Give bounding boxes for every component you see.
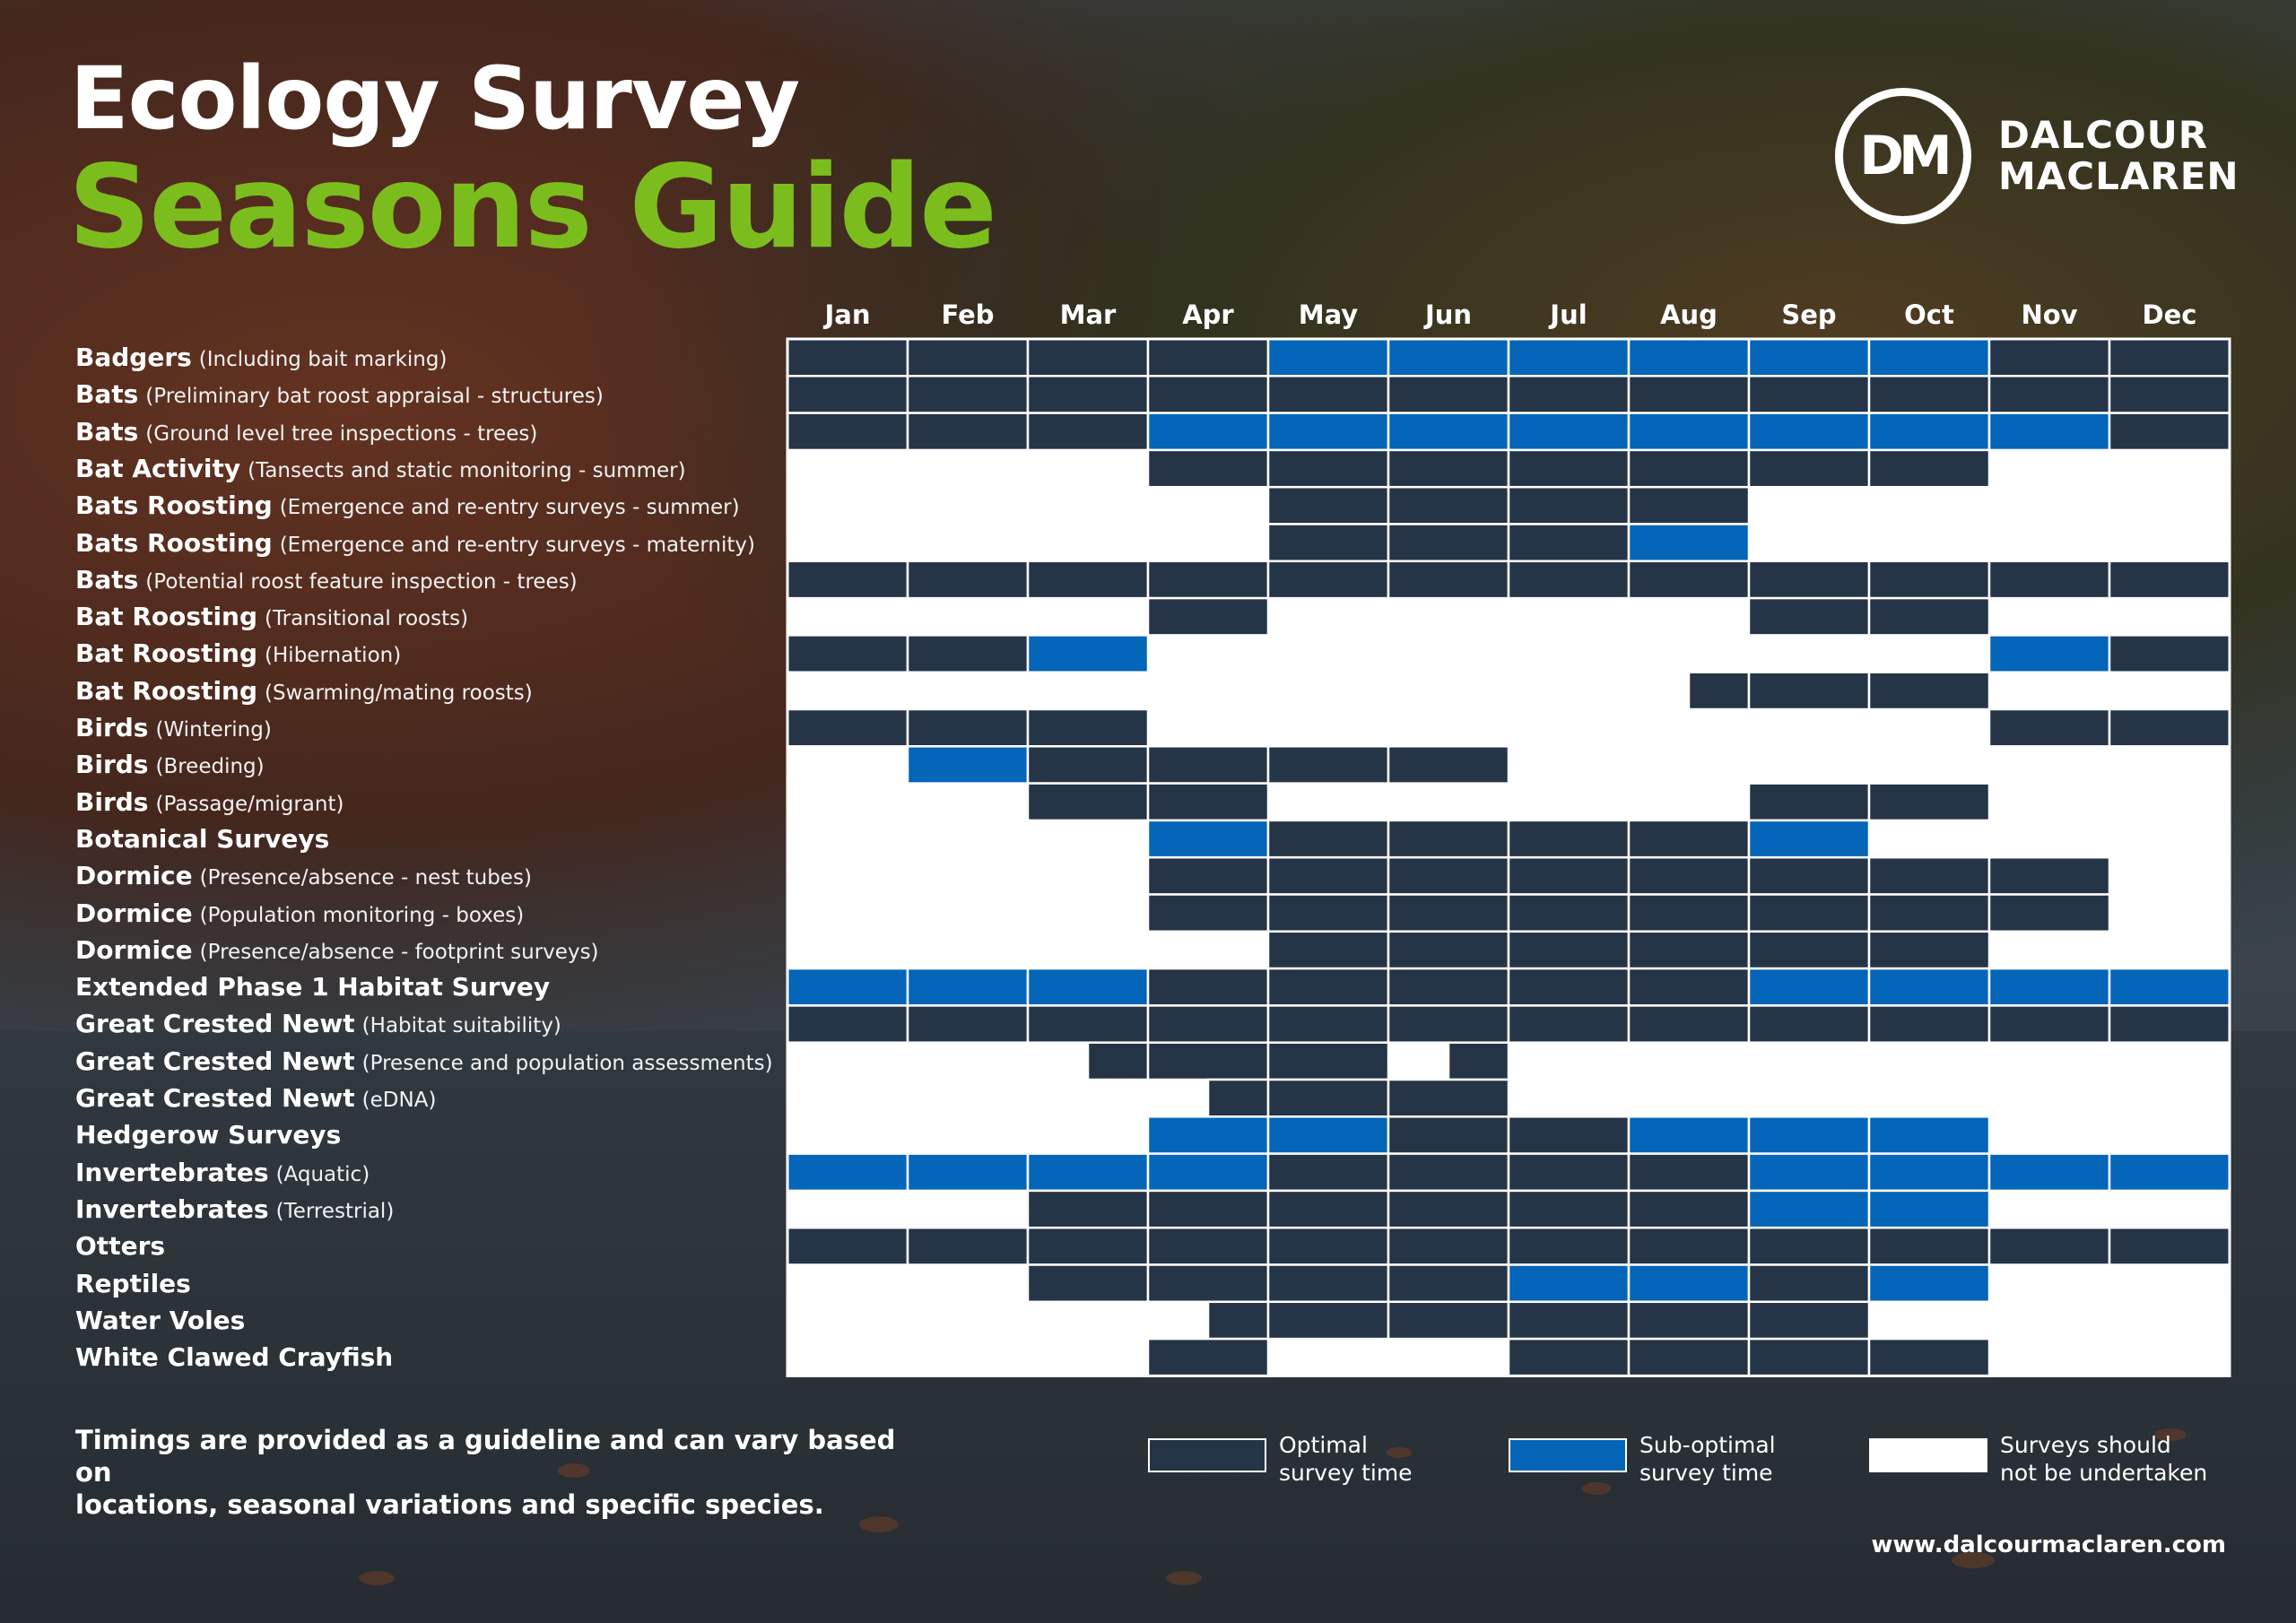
grid-cell	[1509, 525, 1629, 561]
grid-cell	[1989, 339, 2109, 376]
grid-cell	[787, 376, 908, 412]
grid-cell	[1448, 1043, 1509, 1080]
survey-name: Invertebrates	[75, 1157, 269, 1187]
legend-optimal-line-1: Optimal	[1279, 1432, 1368, 1458]
grid-cell	[908, 746, 1028, 783]
grid-cell	[1749, 1154, 1869, 1191]
month-label-jun: Jun	[1424, 299, 1473, 330]
grid-cell	[1509, 413, 1629, 450]
survey-detail: (Habitat suitability)	[361, 1014, 561, 1038]
grid-cell	[1028, 1154, 1148, 1191]
survey-name: Bat Roosting	[75, 675, 258, 706]
grid-cell	[1208, 1080, 1268, 1116]
survey-detail: (Passage/migrant)	[155, 792, 344, 816]
legend-sub-optimal-line-2: survey time	[1639, 1460, 1773, 1486]
grid-cell	[1509, 968, 1629, 1005]
survey-name: Water Voles	[75, 1305, 246, 1335]
grid-cell	[1388, 932, 1509, 968]
grid-cell	[1629, 525, 1749, 561]
grid-cell	[1388, 561, 1509, 598]
grid-cell	[787, 561, 908, 598]
grid-cell	[1148, 339, 1268, 376]
grid-cell	[2109, 1154, 2230, 1191]
grid-cell	[1989, 895, 2109, 932]
grid-cell	[1629, 561, 1749, 598]
survey-detail: (Emergence and re-entry surveys - summer)	[279, 496, 740, 520]
grid-cell	[1509, 1265, 1629, 1302]
survey-name: White Clawed Crayfish	[75, 1342, 394, 1373]
grid-cell	[2109, 1005, 2230, 1042]
grid-cell	[1388, 1154, 1509, 1191]
grid-cell	[1148, 1339, 1268, 1376]
grid-cell	[2109, 635, 2230, 672]
grid-cell	[1869, 932, 1989, 968]
legend-sub-optimal-label	[1639, 1431, 1873, 1487]
survey-name: Great Crested Newt	[75, 1009, 355, 1039]
grid-cell	[1629, 968, 1749, 1005]
grid-cell	[908, 339, 1028, 376]
grid-cell	[1749, 784, 1869, 820]
grid-cell	[1869, 413, 1989, 450]
month-label-aug: Aug	[1660, 299, 1718, 330]
grid-cell	[1749, 598, 1869, 635]
grid-cell	[787, 635, 908, 672]
grid-cell	[1148, 1005, 1268, 1042]
legend-not-undertaken-swatch	[1869, 1438, 1987, 1472]
survey-name: Reptiles	[75, 1268, 191, 1298]
grid-cell	[1869, 895, 1989, 932]
grid-cell	[1989, 635, 2109, 672]
grid-cell	[2109, 339, 2230, 376]
grid-cell	[908, 1154, 1028, 1191]
website-url: www.dalcourmaclaren.com	[1871, 1532, 2226, 1558]
grid-cell	[1268, 1043, 1388, 1080]
grid-cell	[1629, 1339, 1749, 1376]
grid-cell	[1148, 413, 1268, 450]
grid-cell	[1629, 487, 1749, 524]
grid-cell	[2109, 709, 2230, 746]
logo-monogram: DM	[1859, 125, 1947, 187]
grid-cell	[1509, 857, 1629, 894]
grid-cell	[1268, 1080, 1388, 1116]
grid-cell	[1749, 1116, 1869, 1153]
grid-cell	[1509, 450, 1629, 487]
legend-sub-optimal-line-1: Sub-optimal	[1639, 1432, 1776, 1458]
survey-detail: (Emergence and re-entry surveys - maternity)	[279, 533, 755, 557]
grid-cell	[1509, 895, 1629, 932]
grid-cell	[1749, 376, 1869, 412]
grid-cell	[1268, 895, 1388, 932]
grid-cell	[1148, 968, 1268, 1005]
grid-cell	[1148, 784, 1268, 820]
grid-cell	[1268, 487, 1388, 524]
grid-cell	[1268, 561, 1388, 598]
grid-cell	[1268, 1191, 1388, 1228]
grid-cell	[1268, 376, 1388, 412]
grid-cell	[1749, 968, 1869, 1005]
survey-name: Bat Roosting	[75, 638, 258, 669]
month-label-dec: Dec	[2142, 299, 2197, 330]
grid-cell	[1028, 968, 1148, 1005]
grid-cell	[1028, 561, 1148, 598]
grid-cell	[1268, 1228, 1388, 1264]
survey-name: Bats Roosting	[75, 490, 273, 521]
grid-cell	[1749, 1302, 1869, 1339]
grid-cell	[1749, 1339, 1869, 1376]
grid-cell	[1388, 1116, 1509, 1153]
survey-detail: (Including bait marking)	[198, 348, 448, 371]
grid-cell	[1388, 1228, 1509, 1264]
grid-cell	[1509, 561, 1629, 598]
grid-cell	[1388, 1302, 1509, 1339]
grid-cell	[1148, 561, 1268, 598]
grid-cell	[1268, 1265, 1388, 1302]
survey-detail: (Population monitoring - boxes)	[199, 903, 525, 927]
grid-cell	[1629, 1265, 1749, 1302]
grid-cell	[1749, 1228, 1869, 1264]
grid-cell	[1869, 376, 1989, 412]
grid-cell	[1989, 1228, 2109, 1264]
month-label-jan: Jan	[824, 299, 871, 330]
survey-name: Invertebrates	[75, 1193, 269, 1224]
grid-cell	[1509, 376, 1629, 412]
grid-cell	[1749, 561, 1869, 598]
survey-name: Great Crested Newt	[75, 1046, 355, 1076]
grid-cell	[1509, 1116, 1629, 1153]
survey-detail: (Transitional roosts)	[265, 607, 469, 631]
grid-cell	[2109, 1228, 2230, 1264]
grid-cell	[1509, 820, 1629, 857]
grid-cell	[1028, 746, 1148, 783]
grid-cell	[1869, 339, 1989, 376]
grid-cell	[1148, 820, 1268, 857]
grid-cell	[1028, 1265, 1148, 1302]
grid-cell	[1869, 598, 1989, 635]
grid-cell	[1028, 635, 1148, 672]
grid-cell	[1989, 1154, 2109, 1191]
grid-cell	[1869, 1154, 1989, 1191]
grid-cell	[1629, 450, 1749, 487]
grid-cell	[1869, 450, 1989, 487]
survey-name: Botanical Surveys	[75, 823, 330, 854]
grid-cell	[1028, 376, 1148, 412]
grid-cell	[1749, 673, 1869, 709]
grid-cell	[1388, 746, 1509, 783]
grid-cell	[1148, 746, 1268, 783]
grid-cell	[908, 709, 1028, 746]
survey-name: Great Crested Newt	[75, 1083, 355, 1113]
grid-cell	[1869, 673, 1989, 709]
grid-cell	[1388, 376, 1509, 412]
grid-cell	[1869, 1339, 1989, 1376]
grid-cell	[1509, 1154, 1629, 1191]
grid-cell	[1629, 1228, 1749, 1264]
grid-cell	[1749, 1005, 1869, 1042]
grid-cell	[908, 561, 1028, 598]
grid-cell	[1749, 1191, 1869, 1228]
grid-cell	[1629, 932, 1749, 968]
survey-detail: (eDNA)	[361, 1089, 437, 1112]
grid-cell	[1388, 339, 1509, 376]
survey-detail: (Aquatic)	[275, 1162, 370, 1186]
grid-cell	[1749, 932, 1869, 968]
legend-optimal-label	[1279, 1431, 1512, 1487]
guideline-note-line-1: Timings are provided as a guideline and can vary based on	[75, 1425, 896, 1488]
grid-cell	[1268, 968, 1388, 1005]
grid-cell	[787, 709, 908, 746]
survey-name: Birds	[75, 750, 149, 780]
grid-cell	[1749, 857, 1869, 894]
grid-cell	[908, 1005, 1028, 1042]
grid-cell	[1629, 413, 1749, 450]
grid-cell	[1749, 450, 1869, 487]
grid-cell	[1869, 1116, 1989, 1153]
grid-cell	[1869, 1191, 1989, 1228]
grid-cell	[1148, 1043, 1268, 1080]
grid-cell	[1028, 1005, 1148, 1042]
grid-cell	[908, 635, 1028, 672]
grid-cell	[1148, 1116, 1268, 1153]
month-label-may: May	[1298, 299, 1359, 330]
grid-cell	[1148, 450, 1268, 487]
grid-cell	[1028, 1228, 1148, 1264]
grid-cell	[1869, 784, 1989, 820]
survey-name: Badgers	[75, 343, 192, 372]
grid-cell	[1749, 820, 1869, 857]
legend-sub-optimal-swatch	[1509, 1438, 1627, 1472]
grid-cell	[1989, 857, 2109, 894]
survey-name: Birds	[75, 786, 149, 817]
survey-name: Bats	[75, 564, 139, 595]
survey-name: Dormice	[75, 934, 193, 965]
brand-name-line-1: DALCOUR	[1998, 113, 2209, 157]
grid-cell	[1509, 1191, 1629, 1228]
grid-cell	[1629, 857, 1749, 894]
grid-cell	[1148, 598, 1268, 635]
grid-cell	[2109, 376, 2230, 412]
grid-cell	[1028, 784, 1148, 820]
grid-cell	[1749, 895, 1869, 932]
grid-cell	[1148, 1191, 1268, 1228]
grid-cell	[1388, 968, 1509, 1005]
grid-cell	[908, 376, 1028, 412]
grid-cell	[1629, 1191, 1749, 1228]
grid-cell	[1268, 1154, 1388, 1191]
grid-cell	[1088, 1043, 1148, 1080]
survey-detail: (Ground level tree inspections - trees)	[145, 421, 538, 446]
grid-cell	[1028, 413, 1148, 450]
grid-cell	[1028, 1191, 1148, 1228]
grid-cell	[1268, 339, 1388, 376]
grid-cell	[1388, 450, 1509, 487]
grid-cell	[1509, 1339, 1629, 1376]
grid-cell	[1629, 1005, 1749, 1042]
grid-cell	[1629, 376, 1749, 412]
grid-cell	[1869, 1265, 1989, 1302]
grid-cell	[1268, 1302, 1388, 1339]
grid-cell	[1869, 1228, 1989, 1264]
survey-detail: (Tansects and static monitoring - summer)	[248, 458, 686, 482]
grid-cell	[1509, 487, 1629, 524]
grid-cell	[908, 413, 1028, 450]
grid-cell	[787, 413, 908, 450]
grid-cell	[908, 968, 1028, 1005]
grid-cell	[1388, 1191, 1509, 1228]
grid-cell	[1989, 561, 2109, 598]
grid-cell	[1989, 413, 2109, 450]
survey-name: Bat Roosting	[75, 602, 258, 632]
survey-name: Birds	[75, 713, 149, 742]
grid-cell	[787, 1228, 908, 1264]
grid-cell	[1629, 1116, 1749, 1153]
survey-detail: (Presence and population assessments)	[361, 1051, 773, 1075]
grid-cell	[2109, 561, 2230, 598]
grid-cell	[1869, 968, 1989, 1005]
title-line-2: Seasons Guide	[68, 141, 996, 274]
grid-cell	[1208, 1302, 1268, 1339]
grid-cell	[1509, 932, 1629, 968]
brand-name-line-2: MACLAREN	[1998, 154, 2239, 198]
grid-cell	[1749, 339, 1869, 376]
grid-cell	[1629, 1302, 1749, 1339]
survey-detail: (Terrestrial)	[275, 1199, 395, 1223]
grid-cell	[1268, 525, 1388, 561]
grid-cell	[1268, 1116, 1388, 1153]
survey-name: Dormice	[75, 898, 193, 928]
survey-name: Extended Phase 1 Habitat Survey	[75, 972, 551, 1002]
grid-cell	[1388, 487, 1509, 524]
grid-cell	[1629, 820, 1749, 857]
survey-name: Bats	[75, 416, 139, 447]
survey-name: Dormice	[75, 861, 193, 891]
legend-not-undertaken-label	[2000, 1431, 2233, 1487]
survey-name: Hedgerow Surveys	[75, 1120, 342, 1150]
grid-cell	[1388, 525, 1509, 561]
month-label-apr: Apr	[1182, 299, 1234, 330]
title-line-1: Ecology Survey	[70, 48, 800, 149]
grid-cell	[1268, 1005, 1388, 1042]
survey-detail: (Breeding)	[155, 755, 265, 779]
legend-not-undertaken-line-2: not be undertaken	[2000, 1460, 2208, 1486]
survey-name: Bats Roosting	[75, 527, 273, 558]
grid-cell	[1629, 1154, 1749, 1191]
survey-detail: (Wintering)	[155, 718, 272, 742]
survey-name: Bats	[75, 379, 139, 410]
grid-cell	[1388, 820, 1509, 857]
grid-cell	[1148, 895, 1268, 932]
survey-detail: (Preliminary bat roost appraisal - structures)	[145, 385, 604, 409]
month-label-sep: Sep	[1781, 299, 1837, 330]
grid-cell	[1509, 1228, 1629, 1264]
grid-cell	[1869, 857, 1989, 894]
survey-detail: (Presence/absence - nest tubes)	[199, 866, 532, 890]
legend-not-undertaken-line-1: Surveys should	[2000, 1432, 2171, 1458]
legend-optimal-swatch	[1148, 1438, 1266, 1472]
grid-cell	[1268, 932, 1388, 968]
grid-cell	[787, 968, 908, 1005]
month-label-feb: Feb	[941, 299, 995, 330]
grid-cell	[1749, 1265, 1869, 1302]
grid-cell	[2109, 968, 2230, 1005]
grid-cell	[2109, 413, 2230, 450]
month-label-nov: Nov	[2021, 299, 2078, 330]
survey-detail: (Presence/absence - footprint surveys)	[199, 940, 599, 964]
grid-cell	[1148, 1265, 1268, 1302]
legend-optimal-line-2: survey time	[1279, 1460, 1413, 1486]
grid-cell	[1749, 413, 1869, 450]
grid-cell	[1989, 376, 2109, 412]
month-label-jul: Jul	[1550, 299, 1587, 330]
grid-cell	[1268, 857, 1388, 894]
grid-cell	[1509, 339, 1629, 376]
grid-cell	[1148, 857, 1268, 894]
grid-cell	[1629, 339, 1749, 376]
grid-cell	[787, 1005, 908, 1042]
grid-cell	[1148, 376, 1268, 412]
survey-detail: (Potential roost feature inspection - trees)	[145, 569, 578, 594]
grid-cell	[1028, 339, 1148, 376]
grid-cell	[1268, 820, 1388, 857]
grid-cell	[1989, 968, 2109, 1005]
grid-cell	[1388, 1080, 1509, 1116]
guideline-note-line-2: locations, seasonal variations and specific species.	[75, 1489, 824, 1520]
grid-cell	[908, 1228, 1028, 1264]
grid-cell	[1388, 413, 1509, 450]
grid-cell	[1148, 1228, 1268, 1264]
grid-cell	[1869, 1005, 1989, 1042]
grid-cell	[1388, 895, 1509, 932]
grid-cell	[1989, 709, 2109, 746]
grid-cell	[1268, 746, 1388, 783]
survey-detail: (Swarming/mating roosts)	[265, 681, 533, 705]
grid-cell	[1388, 857, 1509, 894]
grid-cell	[1268, 413, 1388, 450]
grid-cell	[1509, 1005, 1629, 1042]
month-label-mar: Mar	[1059, 299, 1117, 330]
grid-cell	[1509, 1302, 1629, 1339]
grid-cell	[1268, 450, 1388, 487]
grid-cell	[787, 339, 908, 376]
grid-cell	[1388, 1005, 1509, 1042]
survey-detail: (Hibernation)	[265, 644, 402, 668]
survey-name: Bat Activity	[75, 453, 241, 483]
grid-cell	[1388, 1265, 1509, 1302]
grid-cell	[1689, 673, 1749, 709]
grid-cell	[1989, 1005, 2109, 1042]
grid-cell	[1629, 895, 1749, 932]
month-label-oct: Oct	[1904, 299, 1954, 330]
survey-name: Otters	[75, 1231, 166, 1262]
grid-cell	[787, 1154, 908, 1191]
grid-cell	[1028, 709, 1148, 746]
guideline-note	[75, 1424, 936, 1521]
grid-cell	[1148, 1154, 1268, 1191]
grid-cell	[1869, 561, 1989, 598]
